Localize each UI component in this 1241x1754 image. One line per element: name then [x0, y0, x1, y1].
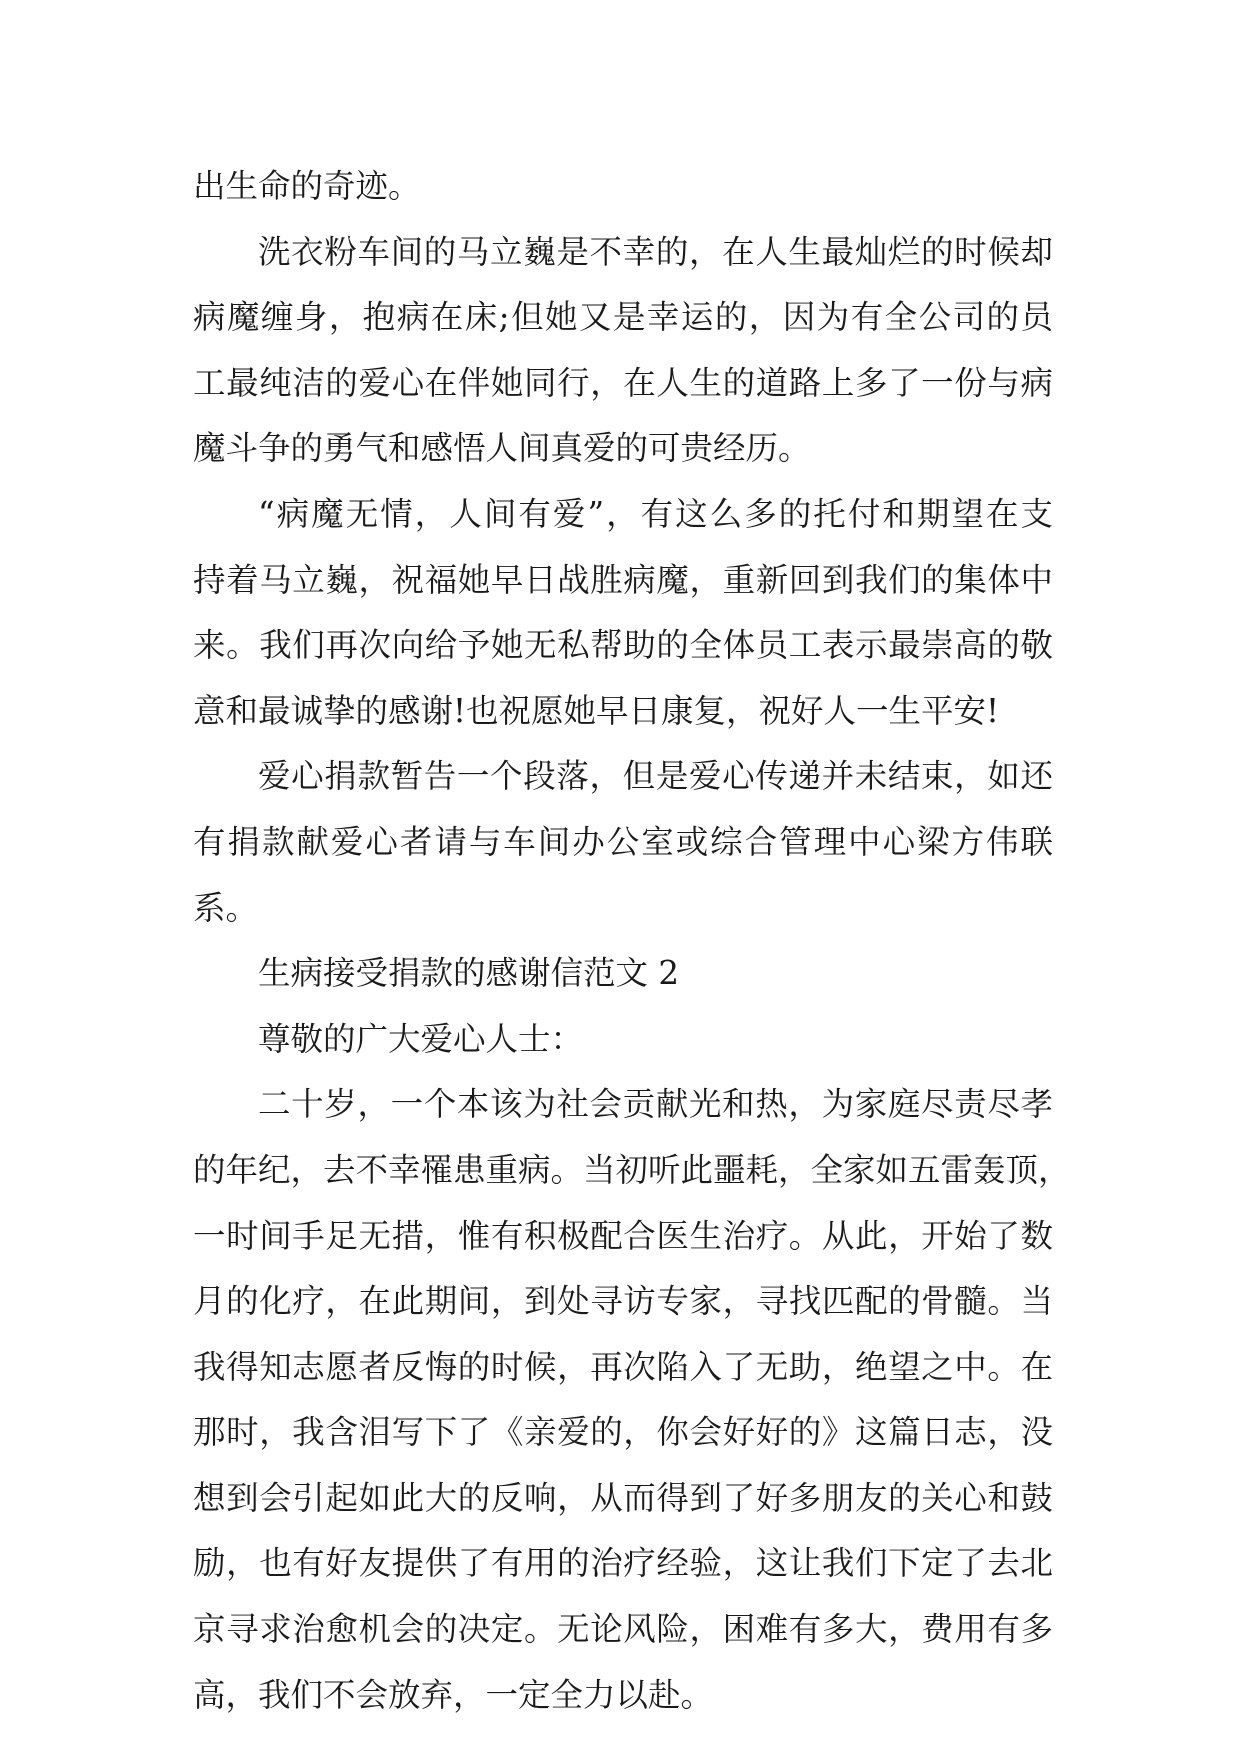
text-line: 的年纪，去不幸罹患重病。当初听此噩耗，全家如五雷轰顶，	[193, 1150, 1071, 1189]
text-line: 励，也有好友提供了有用的治疗经验，这让我们下定了去北	[193, 1544, 1053, 1583]
text-line: 病魔缠身，抱病在床;但她又是幸运的，因为有全公司的员	[193, 298, 1053, 337]
text-line: 魔斗争的勇气和感悟人间真爱的可贵经历。	[193, 429, 811, 468]
text-line: 京寻求治愈机会的决定。无论风险，困难有多大，费用有多	[193, 1610, 1053, 1649]
text-line: 洗衣粉车间的马立巍是不幸的，在人生最灿烂的时候却	[258, 232, 1053, 271]
text-line: 工最纯洁的爱心在伴她同行，在人生的道路上多了一份与病	[193, 363, 1053, 402]
text-line: “病魔无情，人间有爱”，有这么多的托付和期望在支	[258, 494, 1053, 533]
text-line: 一时间手足无措，惟有积极配合医生治疗。从此，开始了数	[193, 1216, 1053, 1255]
text-line: 来。我们再次向给予她无私帮助的全体员工表示最崇高的敬	[193, 626, 1053, 665]
text-line: 爱心捐款暂告一个段落，但是爱心传递并未结束，如还	[258, 757, 1053, 796]
salutation: 尊敬的广大爱心人士：	[258, 1019, 584, 1058]
text-line: 那时，我含泪写下了《亲爱的，你会好好的》这篇日志，没	[193, 1413, 1053, 1452]
text-line: 想到会引起如此大的反响，从而得到了好多朋友的关心和鼓	[193, 1478, 1053, 1517]
text-line: 系。	[193, 888, 259, 927]
text-line: 有捐款献爱心者请与车间办公室或综合管理中心梁方伟联	[193, 822, 1053, 861]
text-line: 意和最诚挚的感谢!也祝愿她早日康复，祝好人一生平安!	[193, 691, 1000, 730]
text-line: 高，我们不会放弃，一定全力以赴。	[193, 1675, 714, 1714]
document-body	[193, 154, 1071, 1728]
text-line: 持着马立巍，祝福她早日战胜病魔，重新回到我们的集体中	[193, 560, 1053, 599]
text-line: 出生命的奇迹。	[193, 167, 421, 205]
text-line: 我得知志愿者反悔的时候，再次陷入了无助，绝望之中。在	[193, 1347, 1053, 1386]
text-line: 二十岁，一个本该为社会贡献光和热，为家庭尽责尽孝	[258, 1085, 1053, 1124]
section-heading: 生病接受捐款的感谢信范文 2	[258, 954, 680, 993]
text-line: 月的化疗，在此期间，到处寻访专家，寻找匹配的骨髓。当	[193, 1282, 1053, 1321]
